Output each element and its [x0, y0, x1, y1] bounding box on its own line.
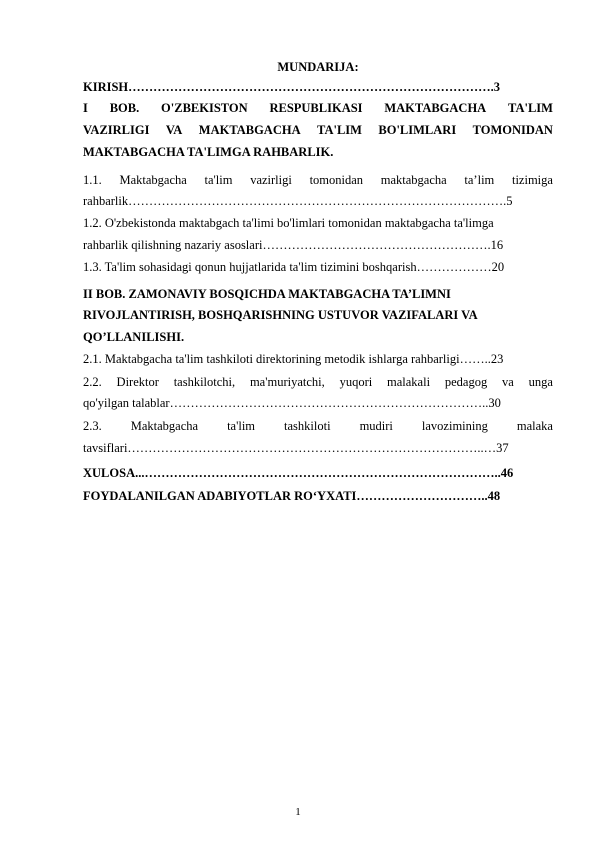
toc-line: 1.2. O'zbekistonda maktabgach ta'limi bo'limlari tomonidan maktabgacha ta'limga [83, 216, 494, 230]
toc-word: malakali [387, 375, 431, 389]
toc-word: ta'lim [204, 173, 233, 187]
toc-word: tashkiloti [284, 419, 331, 433]
toc-word: pedagog [444, 375, 488, 389]
toc-word: va [502, 375, 514, 389]
toc-word: lavozimining [421, 419, 488, 433]
toc-line: 1.3. Ta'lim sohasidagi qonun hujjatlarida ta'lim tizimini boshqarish………………20 [83, 260, 505, 274]
toc-word: VAZIRLIGI [83, 123, 150, 137]
toc-line: FOYDALANILGAN ADABIYOTLAR RO‘YXATI…………………………..48 [83, 489, 501, 503]
toc-word: tizimiga [511, 173, 553, 187]
toc-word: 2.2. [83, 375, 102, 389]
toc-line: rahbarlik……………………………………………………………………………….5 [83, 194, 513, 208]
toc-word: maktabgacha [380, 173, 447, 187]
toc-line [83, 171, 553, 189]
toc-word: yuqori [339, 375, 373, 389]
toc-word: MAKTABGACHA [198, 123, 301, 137]
toc-word: RESPUBLIKASI [269, 101, 363, 115]
page-number: 1 [295, 806, 301, 818]
toc-line: rahbarlik qilishning nazariy asoslari……………………………………………….16 [83, 238, 504, 252]
toc-word: BOB. [109, 101, 140, 115]
toc-word: O'ZBEKISTON [161, 101, 248, 115]
toc-line: RIVOJLANTIRISH, BOSHQARISHNING USTUVOR VAZIFALARI VA [83, 308, 478, 322]
toc-word: TOMONIDAN [472, 123, 553, 137]
toc-word: I [83, 101, 88, 115]
toc-word: tomonidan [309, 173, 364, 187]
toc-line: QO’LLANILISHI. [83, 330, 185, 344]
toc-line [83, 121, 553, 139]
toc-line: MAKTABGACHA TA'LIMGA RAHBARLIK. [83, 145, 334, 159]
toc-word: 2.3. [83, 419, 102, 433]
toc-word: malaka [516, 419, 553, 433]
toc-line: qo'yilgan talablar…………………………………………………………………..30 [83, 396, 501, 410]
toc-word: Maktabgacha [119, 173, 187, 187]
toc-word: ta’lim [464, 173, 495, 187]
toc-line: II BOB. ZAMONAVIY BOSQICHDA MAKTABGACHA TA’LIMNI [83, 287, 451, 301]
toc-line: 2.1. Maktabgacha ta'lim tashkiloti direktorining metodik ishlarga rahbarligi……..23 [83, 352, 504, 366]
toc-word: 1.1. [83, 173, 102, 187]
toc-line [83, 373, 553, 391]
toc-word: mudiri [359, 419, 393, 433]
toc-line [83, 417, 553, 435]
toc-line: KIRISH…………………………………………………………………………….3 [83, 80, 501, 94]
toc-line [83, 99, 553, 117]
toc-word: ma'muriyatchi, [249, 375, 325, 389]
toc-word: VA [165, 123, 183, 137]
toc-word: vazirligi [250, 173, 292, 187]
toc-word: ta'lim [227, 419, 256, 433]
toc-word: MAKTABGACHA [384, 101, 487, 115]
toc-line: XULOSA...…………………………………………………………………………..46 [83, 466, 514, 480]
toc-word: Maktabgacha [130, 419, 199, 433]
toc-word: TA'LIM [508, 101, 553, 115]
toc-word: unga [528, 375, 553, 389]
toc-word: TA'LIM [317, 123, 362, 137]
toc-word: tashkilotchi, [173, 375, 236, 389]
toc-title: MUNDARIJA: [277, 60, 359, 74]
toc-line: tavsiflari…………………………………………………………………………..…37 [83, 441, 509, 455]
toc-word: BO'LIMLARI [378, 123, 457, 137]
toc-word: Direktor [116, 375, 159, 389]
